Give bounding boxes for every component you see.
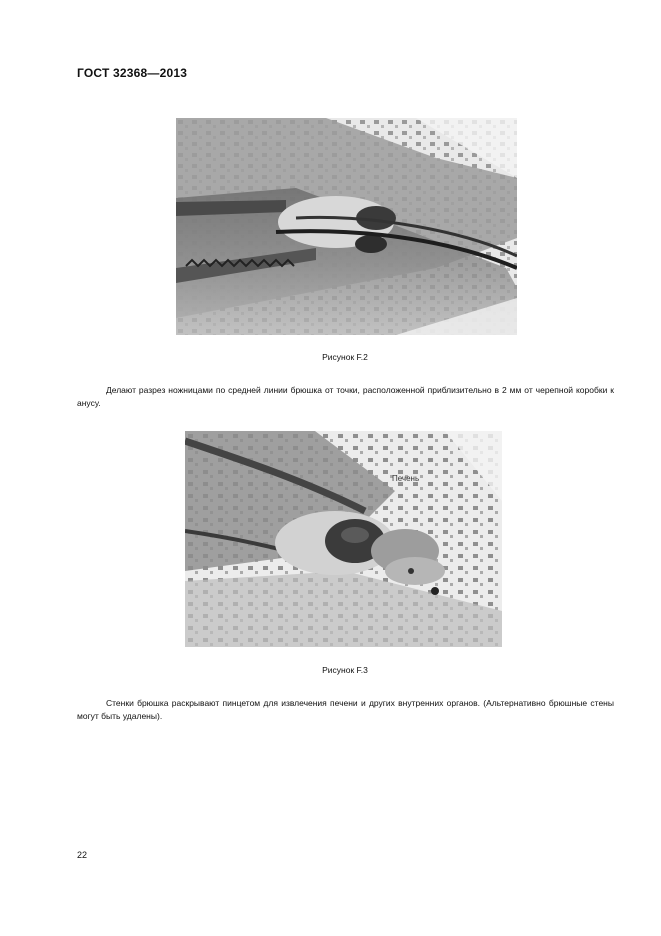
figure-f2-caption: Рисунок F.2 bbox=[322, 352, 368, 362]
liver-label: Печень bbox=[392, 474, 420, 483]
document-header: ГОСТ 32368—2013 bbox=[77, 66, 188, 80]
figure-f2-photo bbox=[176, 118, 517, 335]
paragraph-abdomen: Стенки брюшка раскрывают пинцетом для извлечения печени и других внутренних органов. (Альтернативно брюшные стены могут быть удалены). bbox=[77, 698, 614, 721]
figure-f3-caption: Рисунок F.3 bbox=[322, 665, 368, 675]
figure-f3-photo bbox=[185, 431, 502, 647]
paragraph-incision: Делают разрез ножницами по средней линии брюшка от точки, расположенной приблизительно в 2 мм от черепной коробки к анусу. bbox=[77, 385, 614, 408]
page-number: 22 bbox=[77, 850, 88, 860]
